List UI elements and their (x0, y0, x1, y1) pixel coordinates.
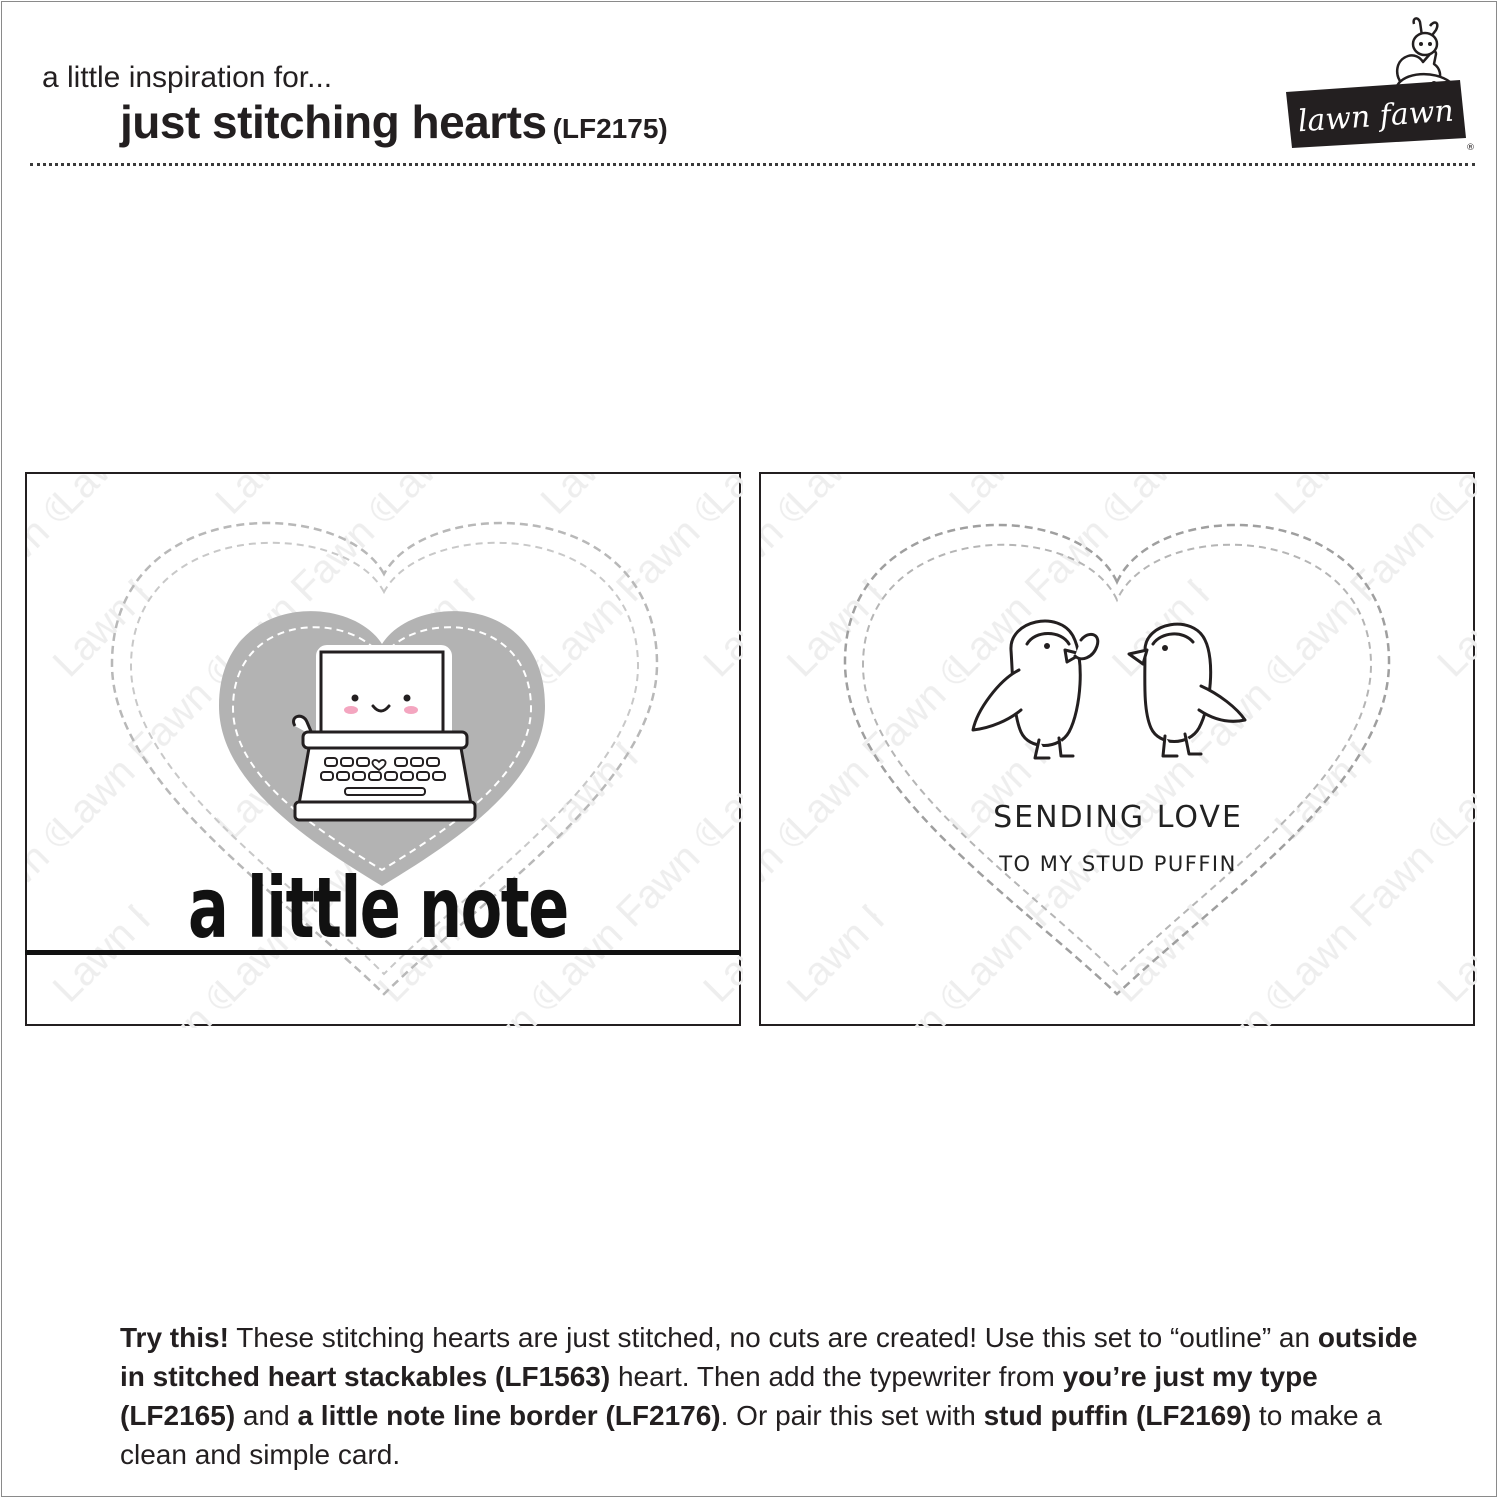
typewriter-icon (285, 646, 485, 826)
puffins-icon (969, 610, 1269, 780)
title-row (120, 94, 668, 150)
logo-text: lawn fawn (1296, 93, 1455, 140)
product-code: (LF2175) (552, 113, 668, 144)
product-reference: outside in stitched heart stackables (LF1563) (120, 1322, 1418, 1392)
tip-text: . Or pair this set with (720, 1400, 984, 1431)
intro-text: a little inspiration for... (42, 61, 333, 94)
sentiment-stud-puffin: TO MY STUD PUFFIN (999, 852, 1237, 876)
product-reference: stud puffin (LF2169) (983, 1400, 1252, 1431)
tip-text: to make a clean and simple card. (120, 1400, 1382, 1470)
fawn-icon (1284, 14, 1474, 154)
brand-logo (1284, 14, 1474, 154)
tip-text: These stitching hearts are just stitched, no cuts are created! Use this set to “outline” an (228, 1322, 1318, 1353)
card-puffins (759, 472, 1475, 1026)
svg-text:®: ® (1466, 143, 1475, 153)
product-reference: you’re just my type (LF2165) (120, 1361, 1318, 1431)
tip-paragraph (120, 1318, 1430, 1474)
tip-text: and (235, 1400, 298, 1431)
sentiment-sending-love: SENDING LOVE (993, 800, 1243, 835)
dotted-divider (30, 163, 1475, 166)
sentiment-a-little-note: a little note (188, 859, 568, 957)
tip-lead: Try this! (120, 1322, 229, 1353)
product-reference: a little note line border (LF2176) (297, 1400, 721, 1431)
tip-text: heart. Then add the typewriter from (610, 1361, 1063, 1392)
page-title: just stitching hearts (120, 96, 547, 148)
